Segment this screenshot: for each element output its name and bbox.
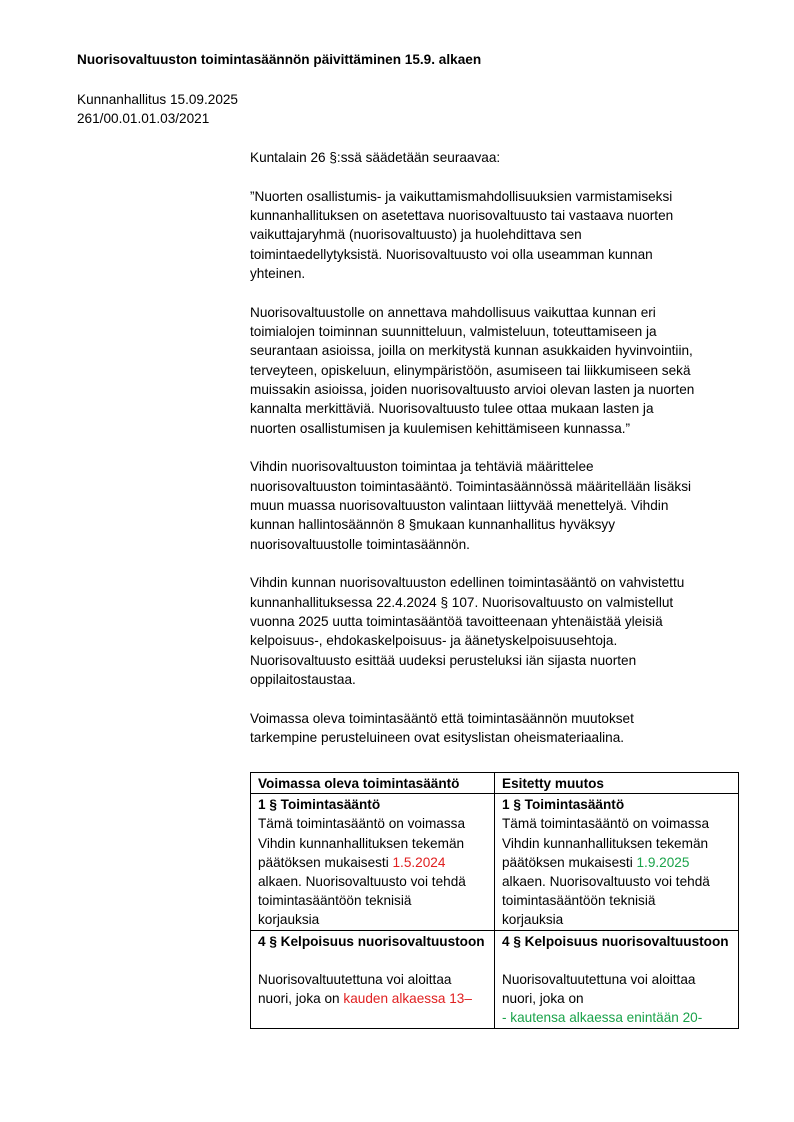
text-line: muun muassa nuorisovaltuuston valintaan liittyvää menettelyä. Vihdin [250, 497, 669, 513]
column-header-proposed: Esitetty muutos [495, 773, 739, 794]
rules-paragraph [250, 457, 750, 553]
history-paragraph [250, 573, 750, 689]
text-line: seurantaan asioissa, joilla on merkitystä kunnan asukkaiden hyvinvointiin, [250, 343, 693, 359]
spacer [502, 951, 732, 970]
text-line: kunnanhallituksessa 22.4.2024 § 107. Nuorisovaltuusto on valmistellut [250, 594, 674, 610]
cell-line: Nuorisovaltuutettuna voi aloittaa [258, 972, 452, 988]
cell-line: korjauksia [258, 912, 320, 928]
quote-paragraph-1 [250, 187, 750, 283]
spacer [258, 1008, 488, 1027]
table-header-row [251, 773, 739, 794]
document-title: Nuorisovaltuuston toimintasäännön päivittäminen 15.9. alkaen [77, 52, 482, 67]
table-row [251, 930, 739, 1028]
text-line: Nuorisovaltuustolle on annettava mahdollisuus vaikuttaa kunnan eri [250, 304, 656, 320]
cell-text: päätöksen mukaisesti [258, 854, 393, 870]
cell-line: korjauksia [502, 912, 564, 928]
text-line: kannalta merkittäviä. Nuorisovaltuusto tulee ottaa mukaan lasten ja [250, 401, 654, 417]
text-line: toimialojen toiminnan suunnitteluun, valmisteluun, toteuttamiseen ja [250, 324, 657, 340]
table-row [251, 794, 739, 930]
text-line: vaikuttajaryhmä (nuorisovaltuusto) ja huolehdittava sen [250, 227, 582, 243]
cell-line: Tämä toimintasääntö on voimassa [502, 816, 710, 832]
cell-line: Tämä toimintasääntö on voimassa [258, 816, 466, 832]
cell-line: toimintasääntöön teknisiä [502, 893, 656, 909]
intro-line: Kuntalain 26 §:ssä säädetään seuraavaa: [250, 150, 501, 165]
cell-line [258, 853, 488, 872]
table-cell-proposed [495, 794, 739, 930]
cell-line: Nuorisovaltuutettuna voi aloittaa [502, 972, 696, 988]
text-line: oppilaitostaustaa. [250, 671, 356, 687]
cell-line: toimintasääntöön teknisiä [258, 893, 412, 909]
new-date: 1.9.2025 [636, 854, 690, 870]
record-id: 261/00.01.01.03/2021 [77, 111, 210, 126]
column-header-current: Voimassa oleva toimintasääntö [251, 773, 495, 794]
text-line: nuorisovaltuuston toimintasääntö. Toimintasäännössä määritellään lisäksi [250, 478, 692, 494]
text-line: yhteinen. [250, 265, 306, 281]
intro-paragraph [250, 148, 750, 167]
text-line: vuonna 2025 uutta toimintasääntöä tavoitteenaan yhtenäistää yleisiä [250, 613, 663, 629]
old-date: 1.5.2024 [392, 854, 446, 870]
comparison-table [250, 772, 739, 1029]
new-criteria: - kautensa alkaessa enintään 20- [502, 1010, 703, 1026]
spacer [258, 951, 488, 970]
meeting-info [77, 90, 238, 128]
text-line: muissakin asioissa, joiden nuorisovaltuusto arvioi olevan lasten ja nuorten [250, 381, 695, 397]
text-line: terveyteen, opiskeluun, elinympäristöön, asumiseen tai liikkumiseen sekä [250, 362, 691, 378]
table-cell-current [251, 794, 495, 930]
text-line: toimintaedellytyksistä. Nuorisovaltuusto voi olla useamman kunnan [250, 246, 653, 262]
section-heading: 4 § Kelpoisuus nuorisovaltuustoon [502, 933, 729, 949]
text-line: nuorisovaltuustolle toimintasäännön. [250, 536, 470, 552]
section-heading: 1 § Toimintasääntö [258, 797, 381, 813]
cell-line [502, 853, 732, 872]
text-line: Vihdin kunnan nuorisovaltuuston edellinen toimintasääntö on vahvistettu [250, 575, 685, 591]
cell-line: alkaen. Nuorisovaltuusto voi tehdä [502, 874, 710, 890]
meeting-name: Kunnanhallitus 15.09.2025 [77, 92, 238, 107]
old-criteria: kauden alkaessa 13– [343, 991, 472, 1007]
text-line: kunnanhallituksen on asetettava nuorisovaltuusto tai vastaava nuorten [250, 208, 674, 224]
text-line: tarkempine perusteluineen ovat esityslistan oheismateriaalina. [250, 729, 625, 745]
text-line: Vihdin nuorisovaltuuston toimintaa ja tehtäviä määrittelee [250, 459, 594, 475]
cell-text: nuori, joka on [258, 991, 344, 1007]
cell-text: päätöksen mukaisesti [502, 854, 637, 870]
text-line: nuorten osallistumisen ja kuulemisen kehittämiseen kunnassa.” [250, 420, 631, 436]
attachment-paragraph [250, 709, 750, 748]
text-line: Nuorisovaltuusto esittää uudeksi perusteluksi iän sijasta nuorten [250, 652, 637, 668]
cell-line: alkaen. Nuorisovaltuusto voi tehdä [258, 874, 466, 890]
cell-line [258, 989, 488, 1008]
cell-line: Vihdin kunnanhallituksen tekemän [258, 835, 465, 851]
table-cell-current [251, 930, 495, 1028]
quote-paragraph-2 [250, 303, 750, 438]
body-text [250, 148, 750, 767]
text-line: ”Nuorten osallistumis- ja vaikuttamismahdollisuuksien varmistamiseksi [250, 188, 673, 204]
section-heading: 1 § Toimintasääntö [502, 797, 625, 813]
cell-line: nuori, joka on [502, 991, 584, 1007]
text-line: kunnan hallintosäännön 8 §mukaan kunnanhallitus hyväksyy [250, 517, 616, 533]
cell-line: Vihdin kunnanhallituksen tekemän [502, 835, 709, 851]
table-cell-proposed [495, 930, 739, 1028]
text-line: kelpoisuus-, ehdokaskelpoisuus- ja äänetyskelpoisuusehtoja. [250, 633, 618, 649]
section-heading: 4 § Kelpoisuus nuorisovaltuustoon [258, 933, 485, 949]
text-line: Voimassa oleva toimintasääntö että toimintasäännön muutokset [250, 710, 634, 726]
